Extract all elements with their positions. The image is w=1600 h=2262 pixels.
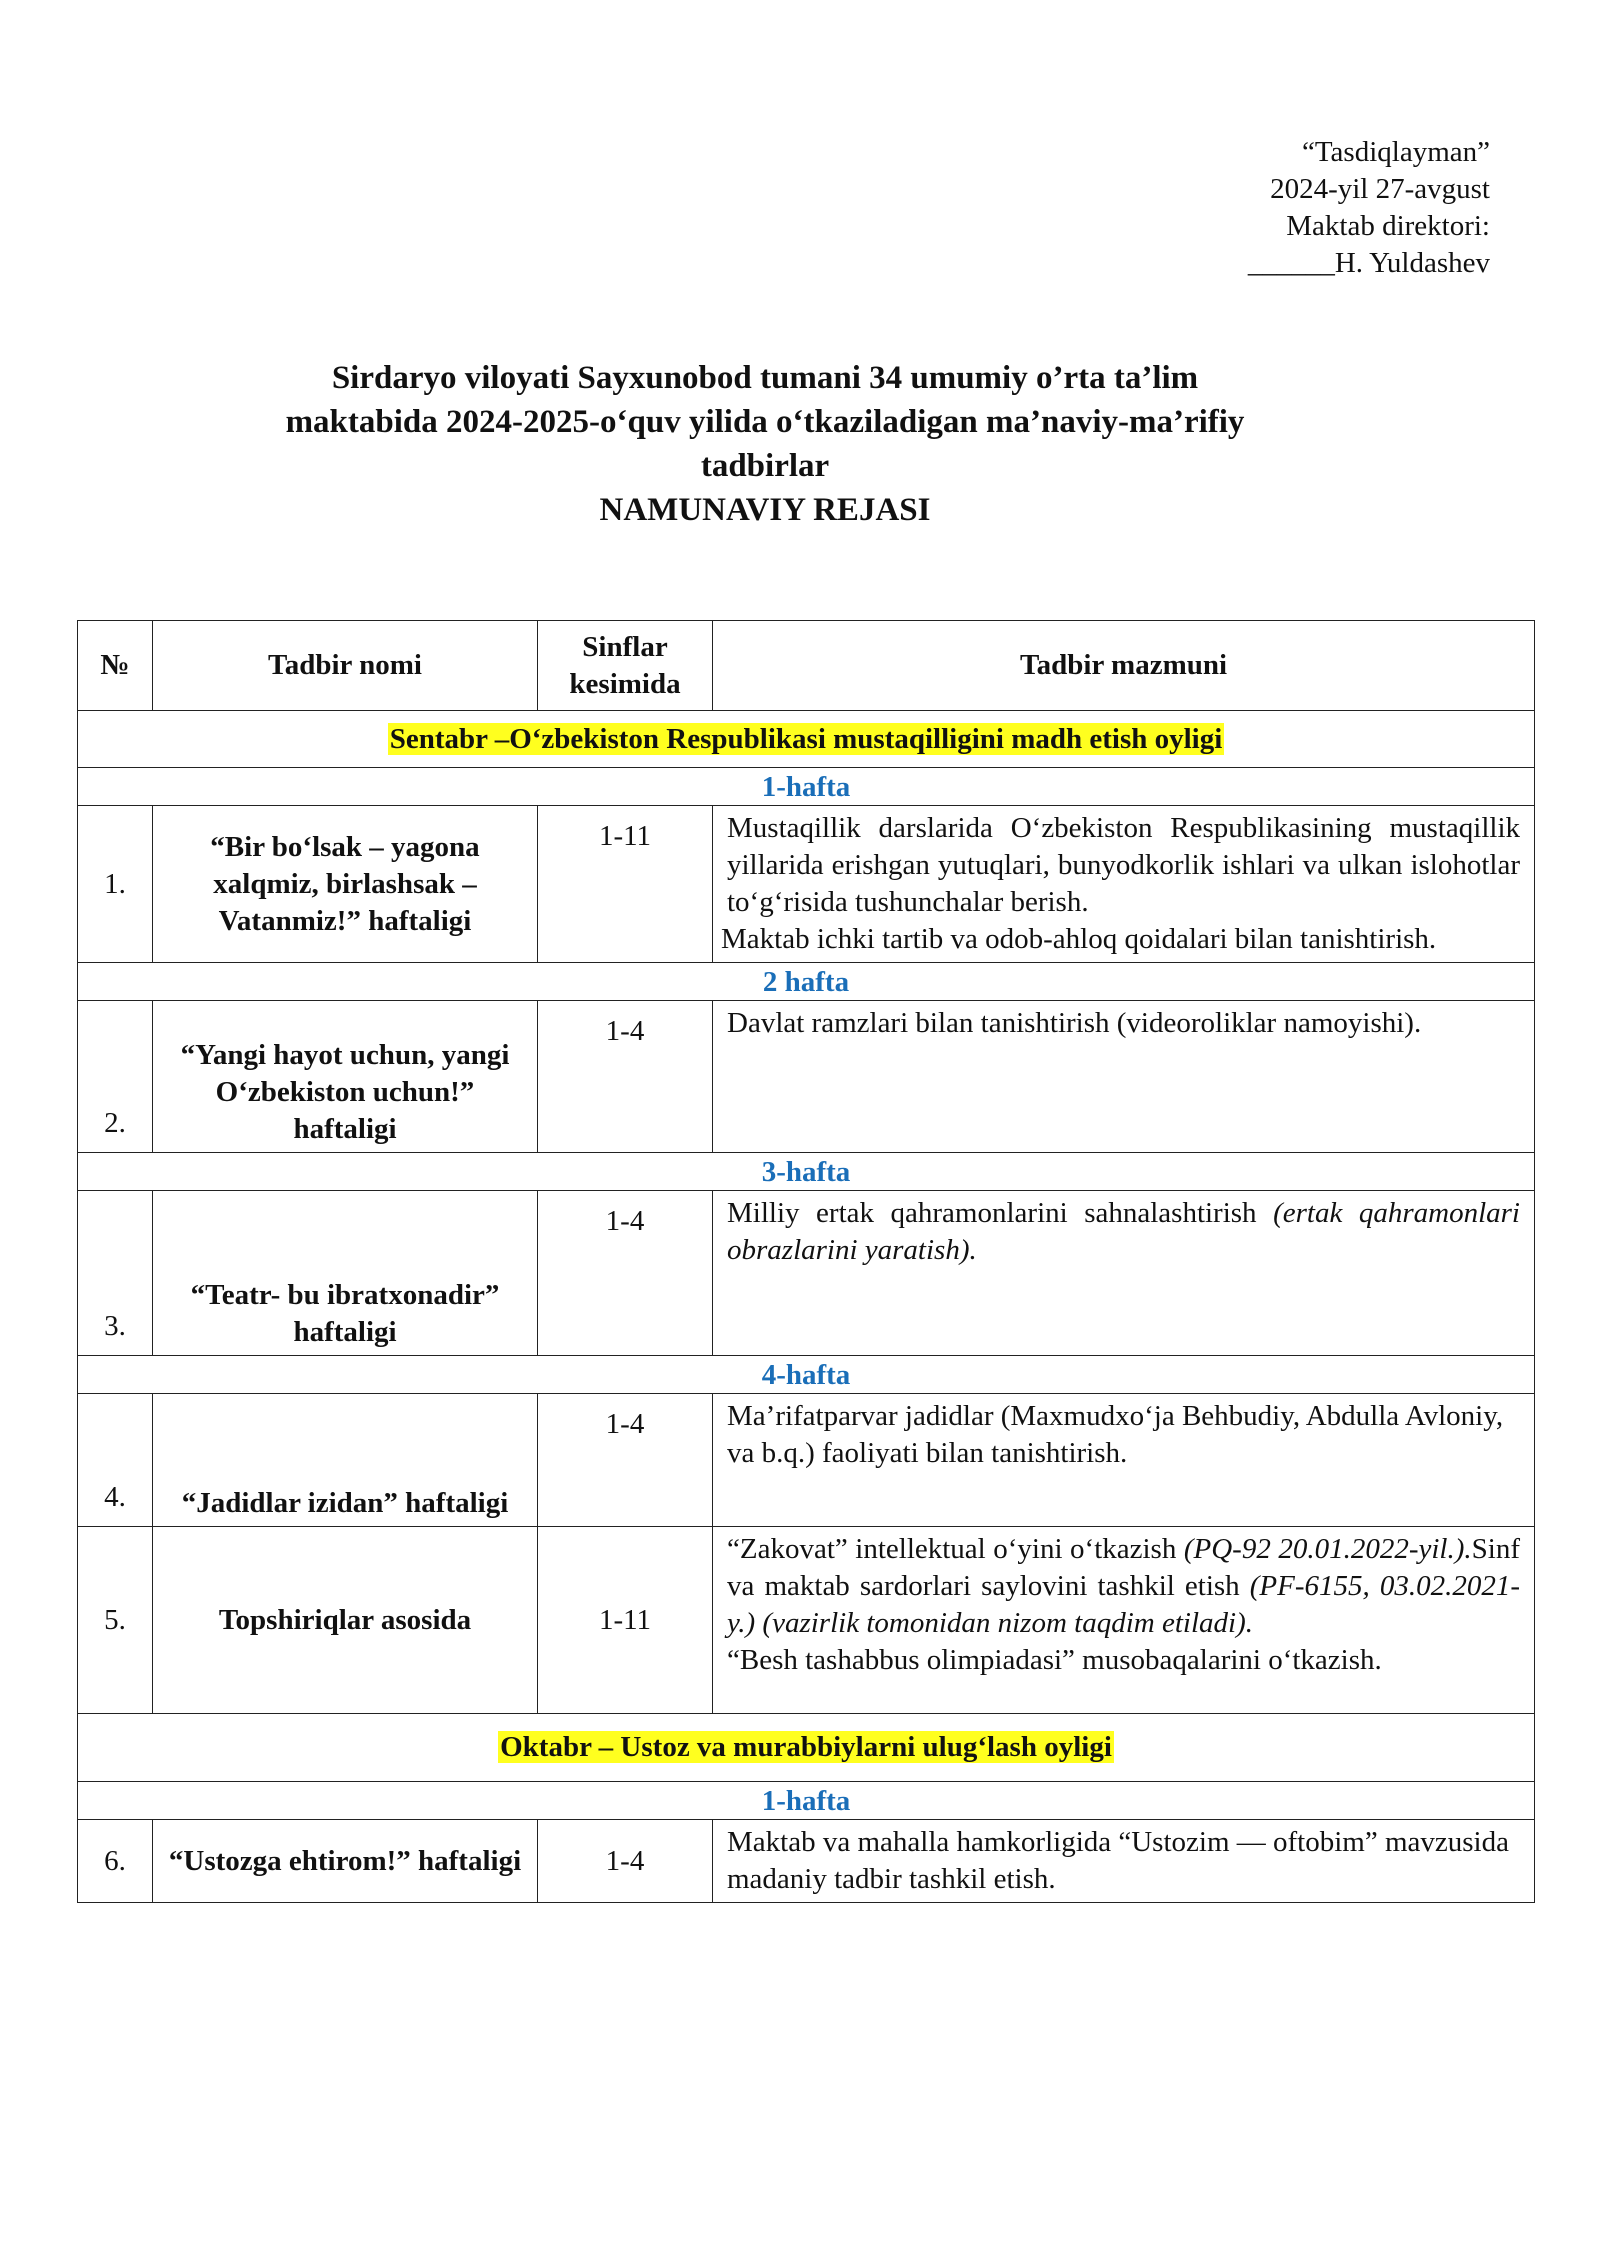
row-content-italic: (PF-6155, 03.02.2021-y.) (vazirlik tomonidan nizom taqdim etiladi). <box>727 1570 1520 1639</box>
table-row <box>78 1394 1535 1527</box>
week-row <box>78 1782 1535 1820</box>
row-content <box>713 1191 1535 1356</box>
row-event-name: “Teatr- bu ibratxonadir” haftaligi <box>153 1191 538 1356</box>
approval-position: Maktab direktori: <box>1286 210 1490 242</box>
row-content <box>713 806 1535 963</box>
month-row-september <box>78 711 1535 768</box>
row-content <box>713 1001 1535 1153</box>
month-row-october <box>78 1714 1535 1782</box>
row-grades: 1-4 <box>538 1191 713 1356</box>
approval-block <box>1248 134 1490 282</box>
table-row <box>78 1527 1535 1714</box>
approval-signature: ______H. Yuldashev <box>1247 247 1490 279</box>
row-event-name: “Bir bo‘lsak – yagona xalqmiz, birlashsak – Vatanmiz!” haftaligi <box>153 806 538 963</box>
row-number: 1. <box>78 806 153 963</box>
week-label-october-1: 1-hafta <box>78 1782 1535 1820</box>
row-number: 3. <box>78 1191 153 1356</box>
week-row <box>78 1153 1535 1191</box>
header-event-name: Tadbir nomi <box>153 621 538 711</box>
week-label-4: 4-hafta <box>78 1356 1535 1394</box>
week-row <box>78 768 1535 806</box>
row-content-text: Maktab va mahalla hamkorligida “Ustozim — oftobim” mavzusida madaniy tadbir tashkil etish. <box>727 1826 1509 1895</box>
row-content-italic: (PQ-92 20.01.2022-yil.). <box>1183 1533 1472 1565</box>
table-row <box>78 1820 1535 1903</box>
week-label-1: 1-hafta <box>78 768 1535 806</box>
row-grades: 1-11 <box>538 1527 713 1714</box>
week-label-2: 2 hafta <box>78 963 1535 1001</box>
week-label-3: 3-hafta <box>78 1153 1535 1191</box>
header-grades-line-1: Sinflar <box>582 630 668 663</box>
row-content-paragraph <box>727 1531 1520 1642</box>
month-label-october: Oktabr – Ustoz va murabbiylarni ulug‘lash oyligi <box>500 1731 1112 1763</box>
row-content-text: Maktab ichki tartib va odob-ahloq qoidalari bilan tanishtirish. <box>721 923 1437 955</box>
table-row <box>78 1001 1535 1153</box>
header-content: Tadbir mazmuni <box>713 621 1535 711</box>
row-content-text: Mustaqillik darslarida O‘zbekiston Respublikasining mustaqillik yillarida erishgan yutuqlari, bunyodkorlik ishlari va ulkan islohotlar to‘g‘risida tushunchalar berish. <box>727 812 1520 918</box>
week-row <box>78 1356 1535 1394</box>
row-event-name: Topshiriqlar asosida <box>153 1527 538 1714</box>
row-number: 4. <box>78 1394 153 1527</box>
week-row <box>78 963 1535 1001</box>
header-grades <box>538 621 713 711</box>
row-content-text: “Besh tashabbus olimpiadasi” musobaqalarini o‘tkazish. <box>727 1644 1382 1676</box>
row-grades: 1-4 <box>538 1394 713 1527</box>
title-line-1: Sirdaryo viloyati Sayxunobod tumani 34 umumiy o’rta ta’lim <box>331 360 1199 396</box>
row-content <box>713 1527 1535 1714</box>
title-line-3: tadbirlar <box>700 448 830 484</box>
row-content-text: Ma’rifatparvar jadidlar (Maxmudxo‘ja Behbudiy, Abdulla Avloniy, va b.q.) faoliyati bilan tanishtirish. <box>727 1400 1504 1469</box>
row-number: 6. <box>78 1820 153 1903</box>
row-event-name: “Yangi hayot uchun, yangi O‘zbekiston uchun!” haftaligi <box>153 1001 538 1153</box>
row-event-name: “Ustozga ehtirom!” haftaligi <box>153 1820 538 1903</box>
row-content-text: Sinf va maktab sardorlari saylovini tashkil etish <box>727 1533 1520 1602</box>
row-grades: 1-4 <box>538 1820 713 1903</box>
row-number: 2. <box>78 1001 153 1153</box>
row-content <box>713 1394 1535 1527</box>
table-row <box>78 806 1535 963</box>
approval-heading: “Tasdiqlayman” <box>1301 136 1490 168</box>
row-content-italic: (ertak qahramonlari obrazlarini yaratish). <box>727 1197 1520 1266</box>
row-event-name: “Jadidlar izidan” haftaligi <box>153 1394 538 1527</box>
title-line-2: maktabida 2024-2025-o‘quv yilida o‘tkaziladigan ma’naviy-ma’rifiy <box>285 404 1245 440</box>
row-content-text: Davlat ramzlari bilan tanishtirish (videoroliklar namoyishi). <box>727 1007 1422 1039</box>
approval-date: 2024-yil 27-avgust <box>1270 173 1490 205</box>
title-line-4: NAMUNAVIY REJASI <box>599 492 931 528</box>
row-content-text: Milliy ertak qahramonlarini sahnalashtirish <box>727 1197 1274 1229</box>
month-label-september: Sentabr –O‘zbekiston Respublikasi mustaqilligini madh etish oyligi <box>389 722 1223 755</box>
table-row <box>78 1191 1535 1356</box>
table-header-row <box>78 621 1535 711</box>
row-number: 5. <box>78 1527 153 1714</box>
row-grades: 1-4 <box>538 1001 713 1153</box>
row-content-text: “Zakovat” intellektual o‘yini o‘tkazish <box>727 1533 1184 1565</box>
events-table <box>77 620 1535 1903</box>
document-title <box>90 356 1440 532</box>
row-content <box>713 1820 1535 1903</box>
row-grades: 1-11 <box>538 806 713 963</box>
header-grades-line-2: kesimida <box>569 667 681 700</box>
header-number: № <box>78 621 153 711</box>
